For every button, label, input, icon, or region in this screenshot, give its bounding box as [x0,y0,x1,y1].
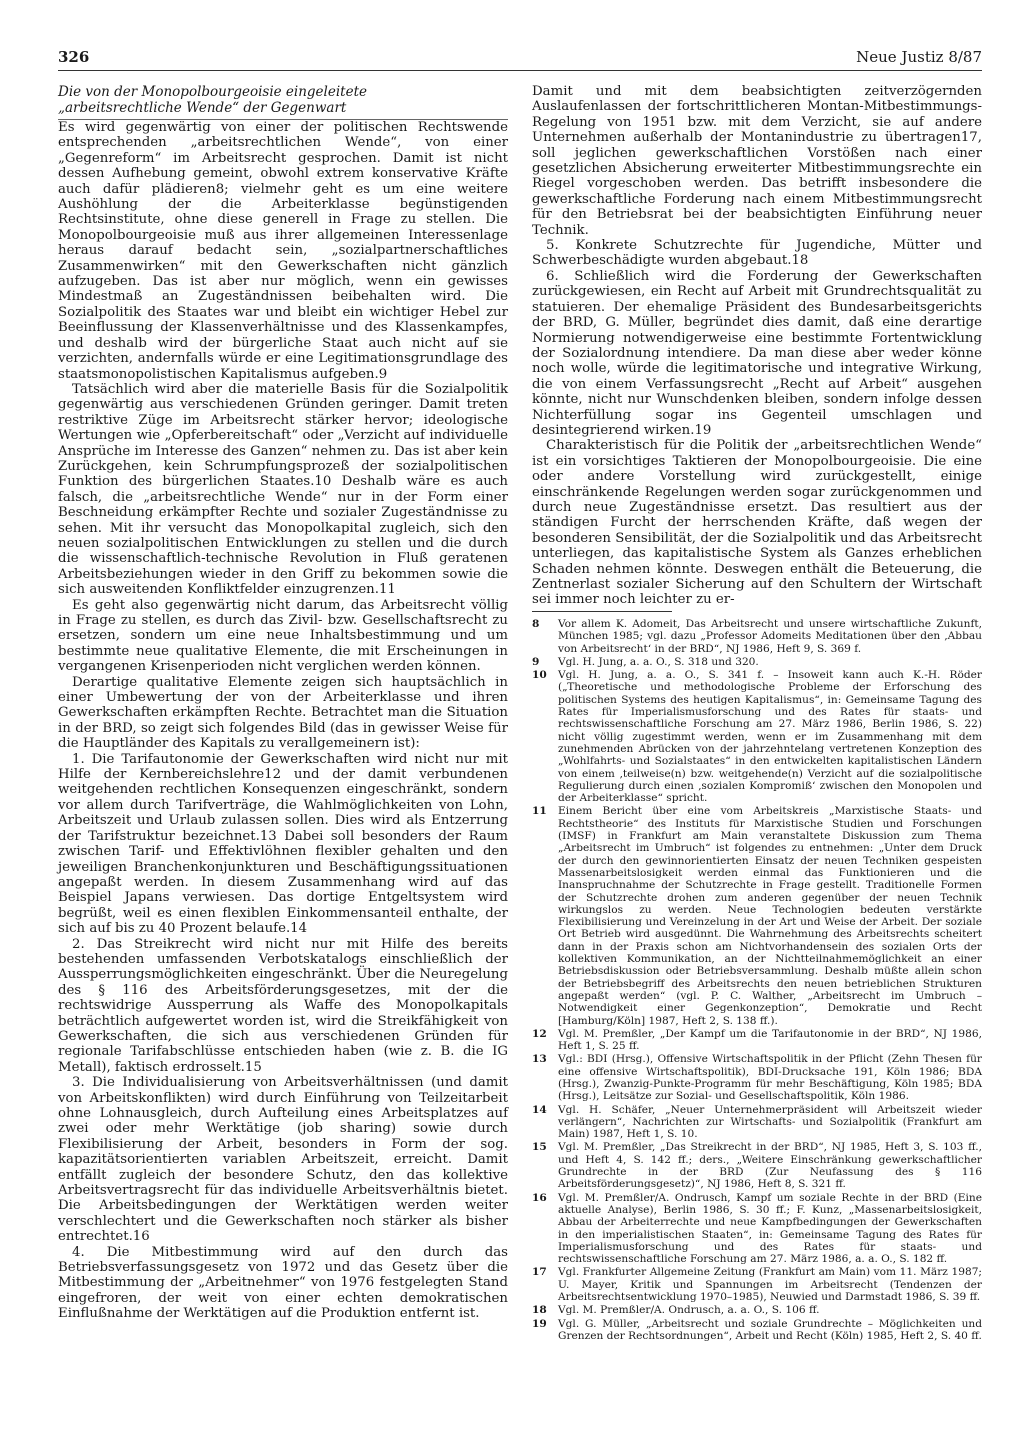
footnote-text: Vgl. M. Premßler, „Das Streikrecht in der BRD“, NJ 1985, Heft 3, S. 103 ff., und Heft 4, S. 142 ff.; ders., „Weitere Einschränkung gewerkschaftlicher Grundrechte in der BRD (Zur Neufassung des § 116 Arbeitsförderungsgesetz)“, NJ 1986, Heft 8, S. 321 ff. [558,1141,982,1191]
paragraph: Tatsächlich wird aber die materielle Basis für die Sozialpolitik gegenwärtig aus verschiedenen Gründen geringer. Damit treten restriktive Züge im Arbeitsrecht stärker hervor; ideologische Wertungen wie „Opferbereitschaft“ oder „Verzicht auf individuelle Ansprüche im Interesse des Ganzen“ nehmen zu. Das ist aber kein Zurückgehen, kein Schrumpfungsprozeß der sozialpolitischen Funktion des bürgerlichen Staates.10 Deshalb wäre es auch falsch, die „arbeitsrechtliche Wende“ nur in der Form einer Beschneidung erkämpfter Rechte und sozialer Zugeständnisse zu sehen. Mit ihr versucht das Monopolkapital zugleich, sich den neuen sozialpolitischen Entwicklungen zu stellen und die durch die wissenschaftlich-technische Revolution in Fluß geratenen Arbeitsbeziehungen wieder in den Griff zu bekommen sowie die sich ausweitenden Konfliktfelder einzugrenzen.11 [58,381,508,598]
footnote-text: Vgl.: BDI (Hrsg.), Offensive Wirtschaftspolitik in der Pflicht (Zehn Thesen für eine offensive Wirtschaftspolitik), BDI-Drucksache 191, Köln 1986; BDA (Hrsg.), Zwanzig-Punkte-Programm für mehr Beschäftigung, Köln 1985; BDA (Hrsg.), Leitsätze zur Sozial- und Gesellschaftspolitik, Köln 1986. [558,1053,982,1103]
section-title-line-1: Die von der Monopolbourgeoisie eingeleitete [58,84,368,100]
footnote-number: 8 [532,618,540,630]
footnotes-rule [532,611,672,612]
paragraph: Damit und mit dem beabsichtigten zeitverzögernden Auslaufenlassen der fortschrittlicheren Montan-Mitbestimmungs-Regelung von 1951 bzw. mit dem Verzicht, sie auf andere Unternehmen außerhalb der Montanindustrie zu übertragen17, soll jeglichen gewerkschaftlichen Vorstößen nach einer gesetzlichen Absicherung erweiterter Mitbestimmungsrechte ein Riegel vorgeschoben werden. Das betrifft insbesondere die gewerkschaftliche Forderung nach einem Mitbestimmungsrecht für den Betriebsrat bei der beabsichtigten Einführung neuer Technik. [532,84,982,238]
footnote [532,1304,982,1316]
list-item-paragraph: 6. Schließlich wird die Forderung der Gewerkschaften zurückgewiesen, ein Recht auf Arbeit mit Grundrechtsqualität zu statuieren. Der ehemalige Präsident des Bundesarbeitsgerichts der BRD, G. Müller, begründet dies damit, daß eine derartige Normierung notwendigerweise eine bestimmte Fortentwicklung der Sozialordnung intendiere. Da man diese aber weder könne noch wolle, würde die legitimatorische und integrative Wirkung, die von einem Verfassungsrecht „Recht auf Arbeit“ ausgehen könnte, nicht nur Wunschdenken bleiben, sondern infolge dessen Nichterfüllung sogar ins Gegenteil umschlagen und desintegrierend wirken.19 [532,268,982,438]
footnote-text: Vgl. M. Premßler, „Der Kampf um die Tarifautonomie in der BRD“, NJ 1986, Heft 1, S. 25 ff. [558,1027,982,1053]
footnote-text: Vgl. H. Schäfer, „Neuer Unternehmerpräsident will Arbeitszeit wieder verlängern“, Nachrichten zur Wirtschafts- und Sozialpolitik (Frankfurt am Main) 1987, Heft 1, S. 10. [558,1103,982,1141]
footnote-text: Vgl. Frankfurter Allgemeine Zeitung (Frankfurt am Main) vom 11. März 1987; U. Mayer, Kritik und Spannungen im Arbeitsrecht (Tendenzen der Arbeitsrechtsentwicklung 1970–1985), Neuwied und Darmstadt 1986, S. 39 ff. [558,1266,982,1304]
footnote [532,1028,982,1053]
footnote-number: 11 [532,805,547,818]
paragraph: Es geht also gegenwärtig nicht darum, das Arbeitsrecht völlig in Frage zu stellen, es durch das Zivil- bzw. Gesellschaftsrecht zu ersetzen, sondern um eine neue Inhaltsbestimmung und um bestimmte neue qualitative Elemente, die mit Erscheinungen in vergangenen Krisenperioden nicht verglichen werden können. [58,597,508,675]
footnote-number: 19 [532,1317,547,1330]
footnote-number: 18 [532,1304,547,1317]
journal-issue: Neue Justiz 8/87 [856,48,982,66]
footnote-number: 12 [532,1027,547,1040]
footnote-number: 15 [532,1141,547,1154]
footnote [532,1318,982,1343]
list-item-paragraph: 1. Die Tarifautonomie der Gewerkschaften wird nicht nur mit Hilfe der Kernbereichslehre12 und der damit verbundenen weitgehenden rechtlichen Konsequenzen eingeschränkt, sondern vor allem durch Tarifverträge, die Wahlmöglichkeiten von Lohn, Arbeitszeit und Urlaub zulassen sollen. Dies wird als Entzerrung der Tarifstruktur bezeichnet.13 Dabei soll besonders der Raum zwischen Tarif- und Effektivlöhnen flexibler gehalten und den jeweiligen Branchenkonjunkturen und Beschäftigungssituationen angepaßt werden. In diesem Zusammenhang wird auf das Beispiel Japans verwiesen. Das dortige Entgeltsystem wird begrüßt, weil es einen flexiblen Einkommensanteil enthalte, der sich auf bis zu 40 Prozent belaufe.14 [58,751,508,937]
footnote-text: Einem Bericht über eine vom Arbeitskreis „Marxistische Staats- und Rechtstheorie“ des Instituts für Marxistische Studien und Forschungen (IMSF) in Frankfurt am Main veranstaltete Diskussion zum Thema „Arbeitsrecht im Umbruch“ ist folgendes zu entnehmen: „Unter dem Druck der durch den gewinnorientierten Einsatz der neuen Techniken gespeisten Massenarbeitslosigkeit werden einmal das Funktionieren und die Inanspruchnahme der Schutzrechte in Frage gestellt. Traditionelle Formen der Schutzrechte drohen zum anderen gegenüber der neuen Technik wirkungslos zu werden. Neue Technologien bedeuten verstärkte Flexibilisierung und Vereinzelung in der Art und Weise der Arbeit. Der soziale Ort Betrieb wird ausgedünnt. Die Wahrnehmung des Arbeitsrechts scheitert dann in der Praxis schon am Nichtvorhandensein des sozialen Orts der kollektiven Kommunikation, an der Nichtteilnahmemöglichkeit an einer Betriebsdiskussion oder Betriebsversammlung. Deshalb müßte allein schon der Betriebsbegriff des Arbeitsrechts den neuen betrieblichen Strukturen angepaßt werden“ (vgl. P. C. Walther, „Arbeitsrecht im Umbruch – Notwendigkeit einer Gegenkonzeption“, Demokratie und Recht [Hamburg/Köln] 1987, Heft 2, S. 138 ff.). [558,805,982,1027]
page-number: 326 [58,48,90,66]
list-item-paragraph: 3. Die Individualisierung von Arbeitsverhältnissen (und damit von Arbeitskonflikten) wird durch Einführung von Teilzeitarbeit ohne Lohnausgleich, durch Aufteilung eines Arbeitsplatzes auf zwei oder mehr Werktätige (job sharing) sowie durch Flexibilisierung der Arbeit, besonders in Form der sog. kapazitätsorientierten variablen Arbeitszeit, erreicht. Damit entfällt zugleich der besondere Schutz, den das kollektive Arbeitsvertragsrecht für das individuelle Arbeitsverhältnis bietet. Die Arbeitsbedingungen der Werktätigen werden weiter verschlechtert und die Gewerkschaften noch stärker als bisher entrechtet.16 [58,1075,508,1245]
footnote [532,656,982,668]
footnote [532,1141,982,1190]
page [58,48,982,1408]
footnote-text: Vgl. M. Premßler/A. Ondrusch, Kampf um soziale Rechte in der BRD (Eine aktuelle Analyse), Berlin 1986, S. 30 ff.; F. Kunz, „Massenarbeitslosigkeit, Abbau der Arbeiterrechte und neue Kampfbedingungen der Gewerkschaften in den imperialistischen Staaten“, in: Gemeinsame Tagung des Rates für Imperialismusforschung und des Rates für staats- und rechtswissenschaftliche Forschung am 27. März 1986, a. a. O., S. 182 ff. [558,1191,982,1266]
footnote [532,1266,982,1303]
list-item-paragraph: 2. Das Streikrecht wird nicht nur mit Hilfe des bereits bestehenden umfassenden Verbotskatalogs einschließlich der Aussperrungsmöglichkeiten eingeschränkt. Über die Neuregelung des § 116 des Arbeitsförderungsgesetzes, mit der die rechtswidrige Aussperrung als Waffe des Monopolkapitals beträchtlich aufgewertet worden ist, wird die Streikfähigkeit von Gewerkschaften, die sich aus verschiedenen Gründen für regionale Tarifabschlüsse entschieden haben (wie z. B. die IG Metall), faktisch erdrosselt.15 [58,936,508,1075]
footnote [532,669,982,804]
right-column [532,84,982,608]
left-column [58,84,508,1322]
footnote [532,1192,982,1266]
section-title [58,84,508,120]
section-title-line-2: „arbeitsrechtliche Wende“ der Gegenwart [58,100,347,116]
footnote-text: Vgl. H. Jung, a. a. O., S. 341 f. – Insoweit kann auch K.-H. Röder („Theoretische und methodologische Probleme der Erforschung des politischen Systems des heutigen Kapitalismus“, in: Gemeinsame Tagung des Rates für Imperialismusforschung und des Rates für staats- und rechtswissenschaftliche Forschung am 27. März 1986, Berlin 1986, S. 22) nicht völlig zugestimmt werden, wenn er im Zusammenhang mit dem zunehmenden Abrücken von der jahrzehntelang vertretenen Konzeption des „Wohlfahrts- und Sozialstaates“ in den entwickelten kapitalistischen Ländern von einem ‚teilweise(n) bzw. weitgehende(n) Verzicht auf die sozialpolitische Regulierung durch einen ‚sozialen Kompromiß‘ zwischen den Monopolen und der Arbeiterklasse“ spricht. [558,669,982,805]
header-rule [58,70,982,71]
list-item-paragraph: 5. Konkrete Schutzrechte für Jugendiche, Mütter und Schwerbeschädigte wurden abgebaut.18 [532,238,982,269]
list-item-paragraph: 4. Die Mitbestimmung wird auf den durch das Betriebsverfassungsgesetz von 1972 und das Gesetz über die Mitbestimmung der „Arbeitnehmer“ von 1976 festgelegten Stand eingefroren, der weit von einer echten demokratischen Einflußnahme der Werktätigen auf die Produktion entfernt ist. [58,1244,508,1322]
paragraph: Derartige qualitative Elemente zeigen sich hauptsächlich in einer Umbewertung der von der Arbeiterklasse und ihren Gewerkschaften erkämpften Rechte. Betrachtet man die Situation in der BRD, so zeigt sich folgendes Bild (das in gewisser Weise für die Hauptländer des Kapitals zu verallgemeinern ist): [58,674,508,752]
footnote-number: 13 [532,1053,547,1066]
footnote [532,1053,982,1102]
footnote-number: 14 [532,1103,547,1116]
footnote-number: 10 [532,669,547,682]
footnote-number: 17 [532,1266,547,1279]
footnote-text: Vgl. H. Jung, a. a. O., S. 318 und 320. [558,655,759,668]
page-header [58,48,982,70]
footnotes [532,618,982,1343]
footnote-text: Vgl. G. Müller, „Arbeitsrecht und soziale Grundrechte – Möglichkeiten und Grenzen der Rechtsordnungen“, Arbeit und Recht (Köln) 1985, Heft 2, S. 40 ff. [558,1317,982,1342]
footnote-number: 16 [532,1191,547,1204]
footnote [532,1104,982,1141]
footnote-number: 9 [532,655,540,668]
footnote-text: Vor allem K. Adomeit, Das Arbeitsrecht und unsere wirtschaftliche Zukunft, München 1985; vgl. dazu „Professor Adomeits Meditationen über den ‚Abbau von Arbeitsrecht‘ in der BRD“, NJ 1986, Heft 9, S. 369 f. [558,618,982,655]
footnote [532,805,982,1026]
footnote [532,618,982,655]
footnote-text: Vgl. M. Premßler/A. Ondrusch, a. a. O., S. 106 ff. [558,1304,820,1317]
paragraph: Charakteristisch für die Politik der „arbeitsrechtlichen Wende“ ist ein vorsichtiges Taktieren der Monopolbourgeoisie. Die eine oder andere Vorstellung wird zurückgestellt, einige einschränkende Regelungen werden sogar zurückgenommen und durch neue Zugeständnisse ersetzt. Das resultiert aus der ständigen Furcht der herrschenden Kräfte, daß wegen der besonderen Sensibilität, der die Sozialpolitik und das Arbeitsrecht unterliegen, das kapitalistische System als Ganzes erheblichen Schaden nehmen könnte. Deswegen enthält die Beteuerung, die Zentnerlast sozialer Sicherung auf den Schultern der Wirtschaft sei immer noch leichter zu er- [532,438,982,608]
paragraph: Es wird gegenwärtig von einer der politischen Rechtswende entsprechenden „arbeitsrechtlichen Wende“, von einer „Gegenreform“ im Arbeitsrecht gesprochen. Damit ist nicht dessen Aufhebung gemeint, obwohl extrem konservative Kräfte auch dafür plädieren8; vielmehr geht es um eine weitere Aushöhlung der die Arbeiterklasse begünstigenden Rechtsinstitute, ohne diese generell in Frage zu stellen. Die Monopolbourgeoisie muß aus ihrer allgemeinen Interessenlage heraus darauf bedacht sein, „sozialpartnerschaftliches Zusammenwirken“ mit den Gewerkschaften nicht gänzlich aufzugeben. Das ist aber nur möglich, wenn ein gewisses Mindestmaß an Zugeständnissen beibehalten wird. Die Sozialpolitik des Staates war und bleibt ein wichtiger Hebel zur Beeinflussung der Klassenverhältnisse und des Klassenkampfes, und deshalb wird der bürgerliche Staat auch nicht auf sie verzichten, andernfalls würde er eine Legitimationsgrundlage des staatsmonopolistischen Kapitalismus aufgeben.9 [58,120,508,382]
